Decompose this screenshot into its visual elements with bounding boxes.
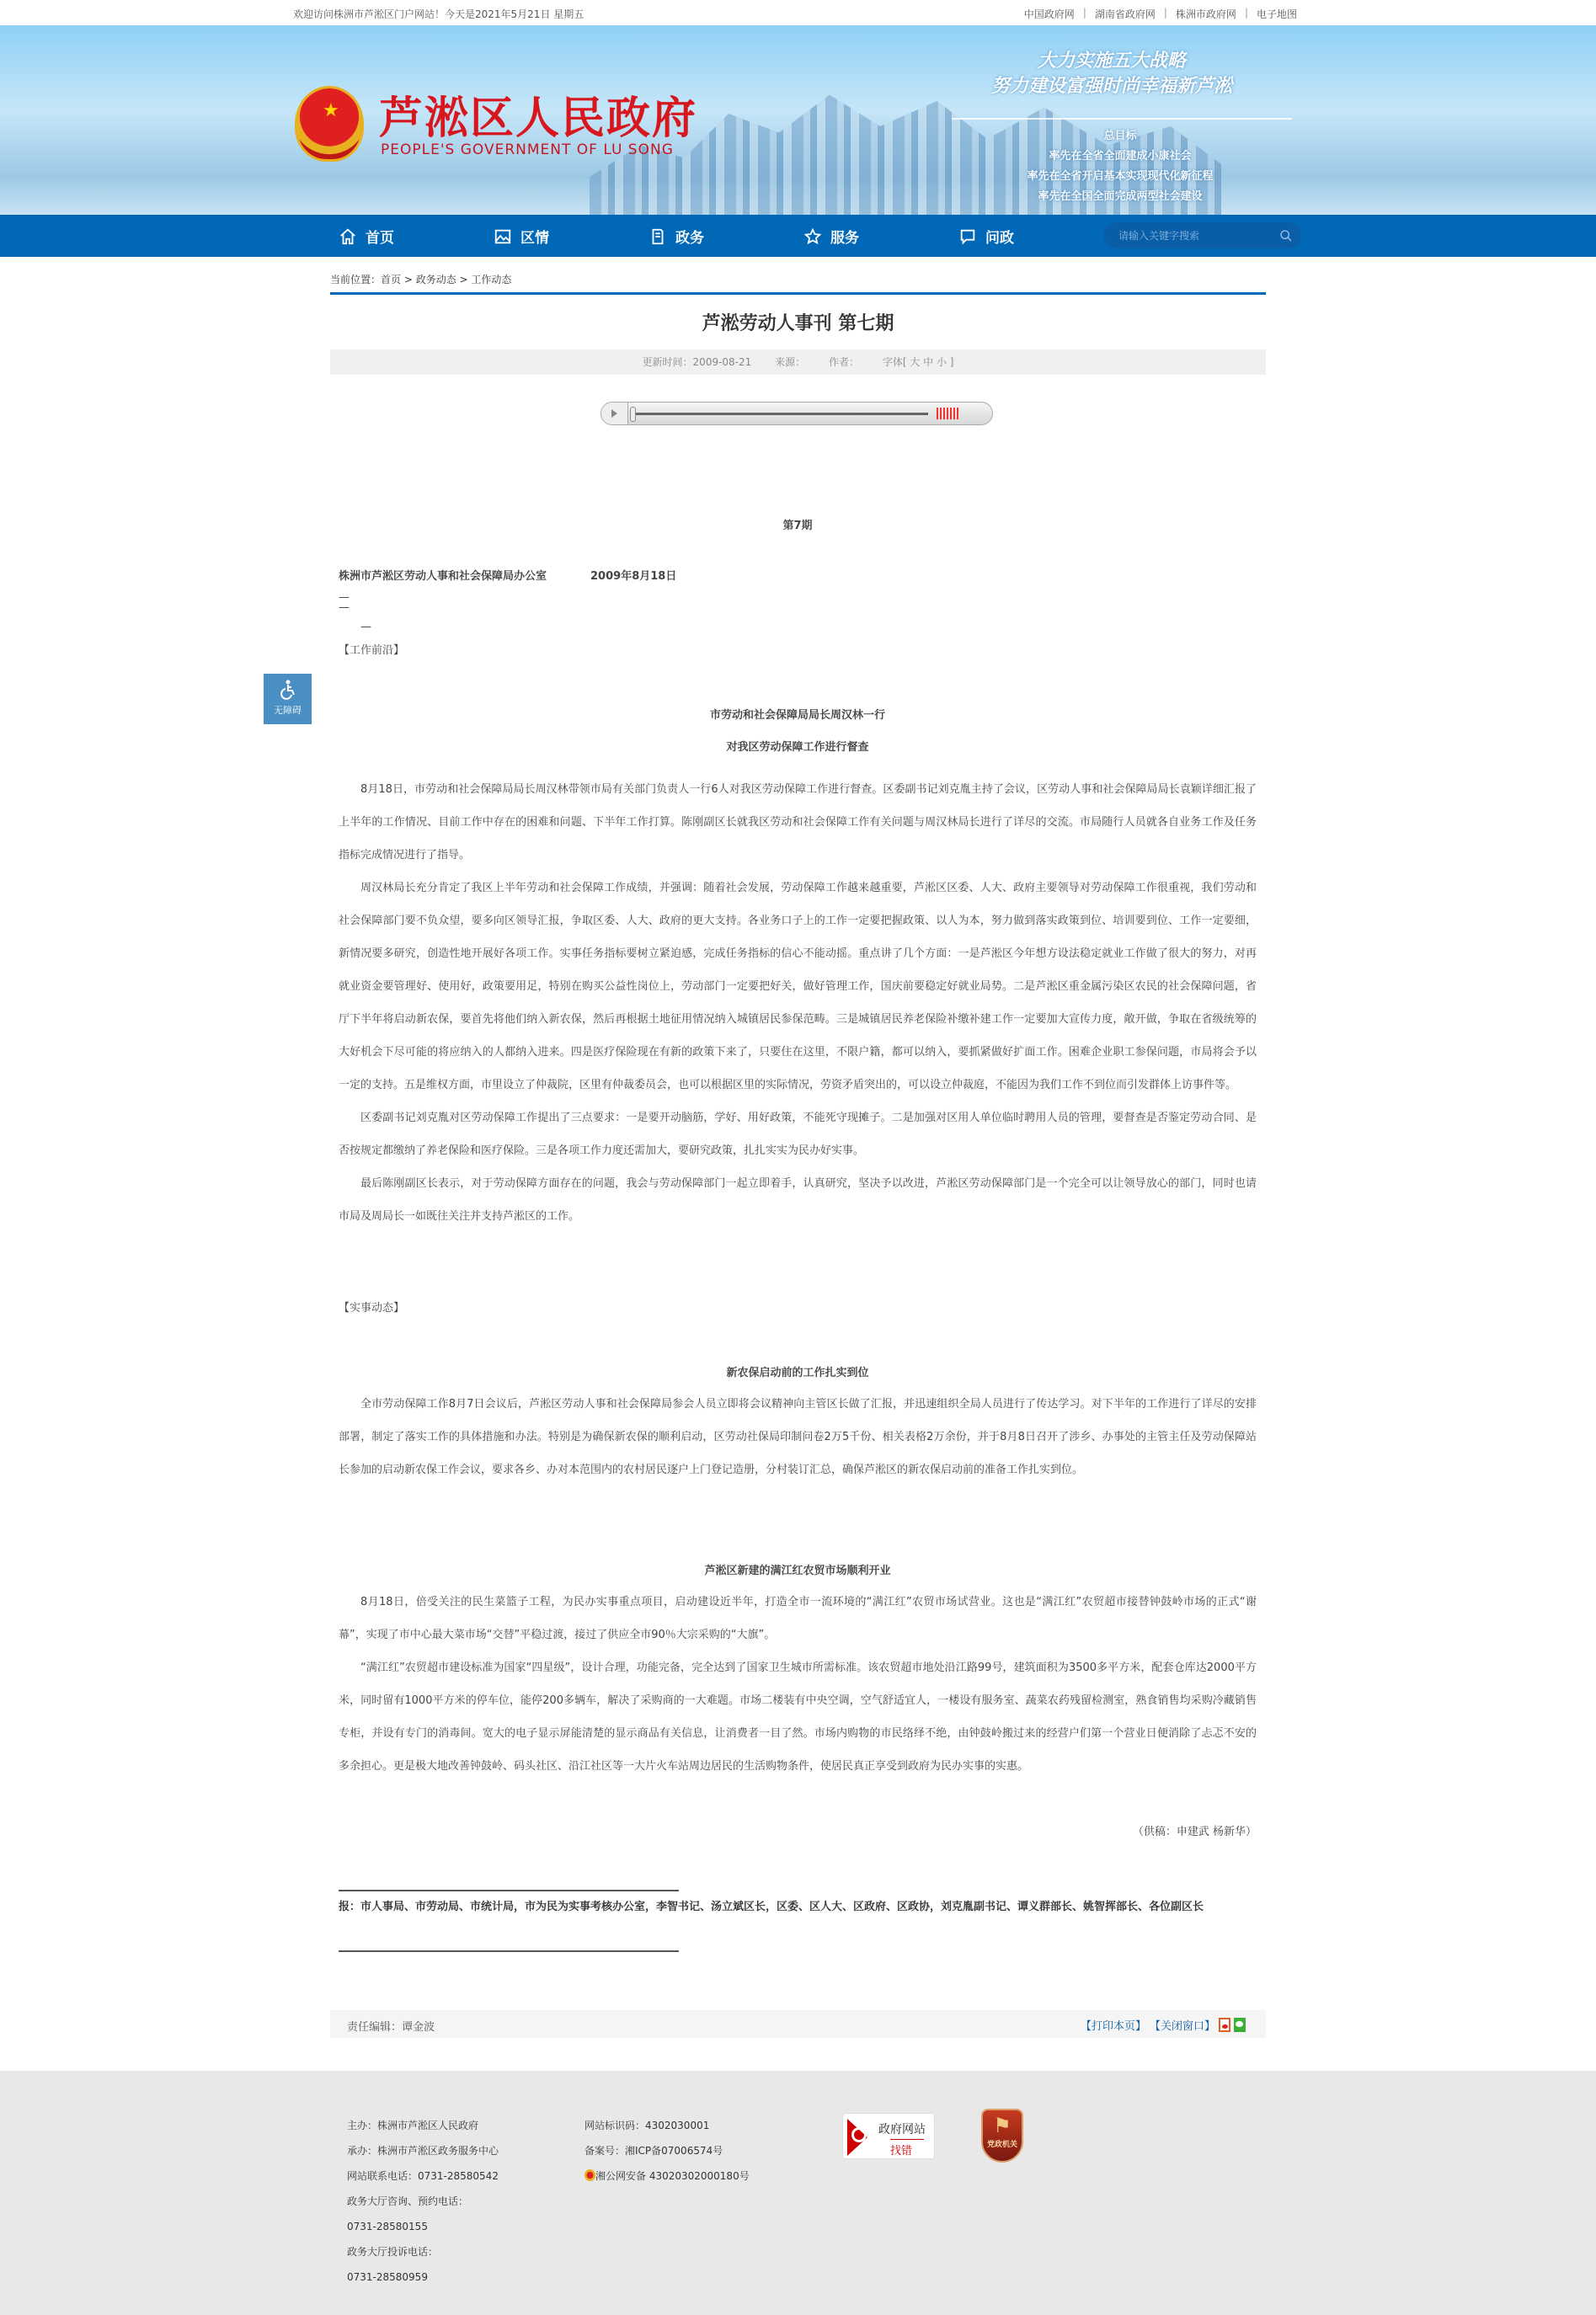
home-icon — [339, 227, 357, 246]
police-emblem-icon — [584, 2169, 595, 2181]
volume-control[interactable] — [937, 408, 958, 419]
slogan-line: 大力实施五大战略 — [1037, 51, 1186, 72]
link-e-map[interactable]: 电子地图 — [1256, 8, 1297, 20]
source: 来源： — [775, 356, 806, 368]
paragraph: 区委副书记刘克胤对区劳动保障工作提出了三点要求：一是要开动脑筋，学好、用好政策，不能死守现摊子。二是加强对区用人单位临时聘用人员的管理，要督查是否鉴定劳动合同、是否按规定都缴纳了养老保险和医疗保险。三是各项工作力度还需加大，要研究政策，扎扎实实为民办好实事。 — [339, 1112, 1257, 1157]
dash: — — [339, 591, 350, 604]
picture-icon — [494, 227, 512, 246]
seek-bar[interactable] — [633, 413, 928, 415]
dash: — — [339, 601, 350, 614]
distribution-list: 报：市人事局、市劳动局、市统计局，市为民为实事考核办公室，李智书记、汤立斌区长，区委、区人大、区政府、区政协，刘克胤副书记、谭义群部长、姚智挥部长、各位副区长 — [339, 1901, 1204, 1913]
nav-label: 政务 — [675, 230, 704, 247]
sponsor: 主办：株洲市芦淞区人民政府 — [347, 2120, 479, 2131]
paragraph: 周汉林局长充分肯定了我区上半年劳动和社会保障工作成绩，并强调：随着社会发展，劳动保障工作越来越重要，芦淞区区委、人大、政府主要领导对劳动保障工作很重视，我们劳动和社会保障部门要不负众望，要多向区领导汇报，争取区委、人大、政府的更大支持。各业务口子上的工作一定要把握政策、以人为本，努力做到落实政策到位、培训要到位、工作一定要细，新情况要多研究，创造性地开展好各项工作。实事任务指标要树立紧迫感，完成任务指标的信心不能动摇。重点讲了几个方面：一是芦淞区今年想方设法稳定就业工作做了很大的努力，对再就业资金要管理好、使用好，政策要用足，特别在购买公益性岗位上，劳动部门一定要把好关，做好管理工作，国庆前要稳定好就业局势。二是芦淞区重金属污染区农民的社会保障问题，省厅下半年将启动新农保，要首先将他们纳入新农保，然后再根据土地征用情况纳入城镇居民参保范畴。三是城镇居民养老保险补缴补建工作一定要加大宣传力度，敞开做，争取在省级统筹的大好机会下尽可能的将应纳入的人都纳入进来。四是医疗保险现在有新的政策下来了，只要住在这里，不限户籍，都可以纳入，要抓紧做好扩面工作。困难企业职工参保问题，市局将会予以一定的支持。五是维权方面，市里设立了仲裁院，区里有仲裁委员会，也可以根据区里的实际情况，劳资矛盾突出的，可以设立仲裁庭，不能因为我们工作不到位而引发群体上访事件等。 — [339, 882, 1257, 1091]
main-nav — [0, 215, 1596, 257]
breadcrumb-work-news[interactable]: 工作动态 — [471, 274, 512, 285]
hall-phone: 0731-28580155 — [347, 2221, 428, 2232]
link-zhuzhou-gov[interactable]: 株洲市政府网 — [1175, 8, 1236, 20]
paragraph: 8月18日，市劳动和社会保障局局长周汉林带领市局有关部门负责人一行6人对我区劳动保障工作进行督查。区委副书记刘克胤主持了会议，区劳动人事和社会保障局局长袁颖详细汇报了上半年的工作情况、目前工作中存在的困难和问题、下半年工作打算。陈刚副区长就我区劳动和社会保障工作有关问题与周汉林局长进行了详尽的交流。市局随行人员就各自业务工作及任务指标完成情况进行了指导。 — [339, 783, 1257, 861]
search-icon[interactable] — [1279, 229, 1293, 243]
find-error-badge[interactable]: 政府网站 找错 — [842, 2113, 935, 2159]
divider — [339, 1950, 679, 1952]
section-heading: 【工作前沿】 — [339, 644, 405, 657]
divider — [330, 292, 1266, 295]
responsible-editor: 责任编辑：谭金波 — [347, 2021, 435, 2034]
accessibility-label: 无障碍 — [274, 705, 302, 716]
breadcrumb-home[interactable]: 首页 — [381, 274, 402, 285]
top-links: 中国政府网 | 湖南省政府网 | 株洲市政府网 | 电子地图 — [1023, 7, 1297, 20]
article-meta — [330, 349, 1266, 375]
font-size-control[interactable]: 字体[ 大 中 小 ] — [882, 356, 954, 368]
breadcrumb: 当前位置：首页 > 政务动态 > 工作动态 — [330, 274, 512, 285]
nav-label: 区情 — [520, 230, 549, 247]
link-gov-cn[interactable]: 中国政府网 — [1023, 8, 1075, 20]
search-box — [1103, 222, 1301, 248]
organizer: 承办：株洲市芦淞区政务服务中心 — [347, 2145, 499, 2157]
audio-player — [601, 402, 993, 425]
top-bar — [0, 0, 1596, 25]
news-subheading: 对我区劳动保障工作进行督查 — [726, 741, 869, 754]
national-emblem-logo: ★ — [295, 86, 364, 162]
weibo-share-icon[interactable] — [1219, 2018, 1230, 2032]
dash: — — [360, 621, 371, 633]
news-heading: 新农保启动前的工作扎实到位 — [726, 1367, 869, 1379]
document-icon — [649, 227, 667, 246]
link-hunan-gov[interactable]: 湖南省政府网 — [1094, 8, 1156, 20]
contact-phone: 网站联系电话：0731-28580542 — [347, 2170, 499, 2182]
footer — [0, 2071, 1596, 2315]
wechat-share-icon[interactable] — [1234, 2018, 1246, 2032]
goal-item: 率先在全省全面建成小康社会 — [1049, 150, 1192, 163]
updated-time: 更新时间：2009-08-21 — [642, 356, 752, 368]
goals-title: 总目标 — [1103, 130, 1137, 142]
nav-government-affairs[interactable] — [649, 226, 704, 247]
nav-services[interactable] — [803, 226, 859, 247]
nav-public-inquiry[interactable] — [958, 226, 1014, 247]
star-icon — [803, 227, 822, 246]
magnifier-icon — [851, 2127, 867, 2142]
nav-home[interactable] — [339, 226, 394, 247]
site-code: 网站标识码：4302030001 — [584, 2120, 710, 2131]
paragraph: 8月18日，倍受关注的民生菜篮子工程，为民办实事重点项目，启动建设近半年，打造全市一流环境的“满江红”农贸市场试营业。这也是“满江红”农贸超市接替钟鼓岭市场的正式“谢幕”，实现了市中心最大菜市场“交替”平稳过渡，接过了供应全市90％大宗采购的“大旗”。 — [339, 1596, 1257, 1641]
search-input[interactable] — [1118, 230, 1279, 242]
news-heading: 市劳动和社会保障局局长周汉林一行 — [709, 709, 885, 722]
issue-number: 第7期 — [782, 520, 813, 532]
paragraph-group — [339, 773, 1257, 1233]
nav-label: 服务 — [830, 230, 859, 247]
divider — [339, 1890, 679, 1891]
breadcrumb-gov-news[interactable]: 政务动态 — [415, 274, 456, 285]
paragraph: 全市劳动保障工作8月7日会议后，芦淞区劳动人事和社会保障局参会人员立即将会议精神向主管区长做了汇报，并迅速组织全局人员进行了传达学习。对下半年的工作进行了详尽的安排部署，制定了落实工作的具体措施和办法。特别是为确保新农保的顺利启动，区劳动社保局印制问卷2万5千份、相关表格2万余份，并于8月8日召开了涉乡、办事处的主管主任及劳动保障站长参加的启动新农保工作会议，要求各乡、办对本范围内的农村居民逐户上门登记造册，分村装订汇总，确保芦淞区的新农保启动前的准备工作扎实到位。 — [339, 1398, 1257, 1476]
nav-district-info[interactable] — [494, 226, 549, 247]
nav-label: 问政 — [985, 230, 1014, 247]
footer-info — [347, 2113, 499, 2290]
nav-label: 首页 — [366, 230, 394, 247]
icp-record[interactable]: 备案号：湘ICP备07006574号 — [584, 2145, 723, 2157]
paragraph-group — [339, 1586, 1257, 1783]
seek-handle[interactable] — [630, 407, 636, 422]
hall-phone-label: 政务大厅咨询、预约电话： — [347, 2195, 469, 2207]
author: 作者： — [828, 356, 859, 368]
play-button[interactable] — [601, 403, 628, 424]
goal-item: 率先在全省开启基本实现现代化新征程 — [1027, 170, 1214, 183]
paragraph: 最后陈刚副区长表示，对于劳动保障方面存在的问题，我会与劳动保障部门一起立即着手，认真研究，坚决予以改进，芦淞区劳动保障部门是一个完全可以让领导放心的部门，同时也请市局及周局长一如既往关注并支持芦淞区的工作。 — [339, 1177, 1257, 1223]
print-button[interactable]: 【打印本页】 — [1080, 2020, 1146, 2033]
accessibility-button[interactable] — [264, 674, 312, 724]
goal-item: 率先在全国全面完成两型社会建设 — [1038, 190, 1203, 203]
party-government-badge[interactable]: ⚑ 党政机关 — [981, 2109, 1023, 2163]
page-title: 芦淞劳动人事刊 第七期 — [702, 313, 894, 334]
news-heading: 芦淞区新建的满江红农贸市场顺利开业 — [704, 1565, 891, 1577]
close-window-button[interactable]: 【关闭窗口】 — [1149, 2020, 1215, 2033]
paragraph: “满江红”农贸超市建设标准为国家“四星级”，设计合理，功能完备，完全达到了国家卫生城市所需标准。该农贸超市地处沿江路99号，建筑面积为3500多平方米，配套仓库达2000平方米，同时留有1000平方米的停车位，能停200多辆车，解决了采购商的一大难题。市场二楼装有中央空调，空气舒适宜人，一楼设有服务室、蔬菜农药残留检测室，熟食销售均采购冷藏销售专柜，并设有专门的消毒间。宽大的电子显示屏能清楚的显示商品有关信息，让消费者一目了然。市场内购物的市民络绎不绝，由钟鼓岭搬过来的经营户们第一个营业日便消除了忐忑不安的多余担心。更是极大地改善钟鼓岭、码头社区、沿江社区等一大片火车站周边居民的生活购物条件，使居民真正享受到政府为民办实事的实惠。 — [339, 1662, 1257, 1773]
goals — [985, 118, 1255, 207]
credit: （供稿：申建武 杨新华） — [1132, 1826, 1257, 1838]
chat-icon — [958, 227, 977, 246]
slogan — [935, 49, 1289, 99]
banner — [0, 25, 1596, 215]
paragraph-group — [339, 1388, 1257, 1486]
complaint-phone-label: 政务大厅投诉电话： — [347, 2246, 439, 2258]
section-heading: 【实事动态】 — [339, 1302, 405, 1315]
welcome-text: 欢迎访问株洲市芦淞区门户网站！今天是2021年5月21日 星期五 — [293, 8, 584, 20]
site-title-en: PEOPLE'S GOVERNMENT OF LU SONG — [381, 141, 674, 158]
footer-registration — [584, 2113, 750, 2189]
complaint-phone: 0731-28580959 — [347, 2271, 428, 2283]
issuer-line: 株洲市芦淞区劳动人事和社会保障局办公室 2009年8月18日 — [339, 570, 677, 583]
slogan-line: 努力建设富强时尚幸福新芦淞 — [990, 76, 1232, 97]
site-title: 芦淞区人民政府 — [379, 93, 698, 144]
editor-bar — [330, 2010, 1266, 2038]
police-record[interactable]: 湘公网安备 43020302000180号 — [584, 2163, 750, 2189]
wheelchair-icon — [278, 679, 298, 701]
